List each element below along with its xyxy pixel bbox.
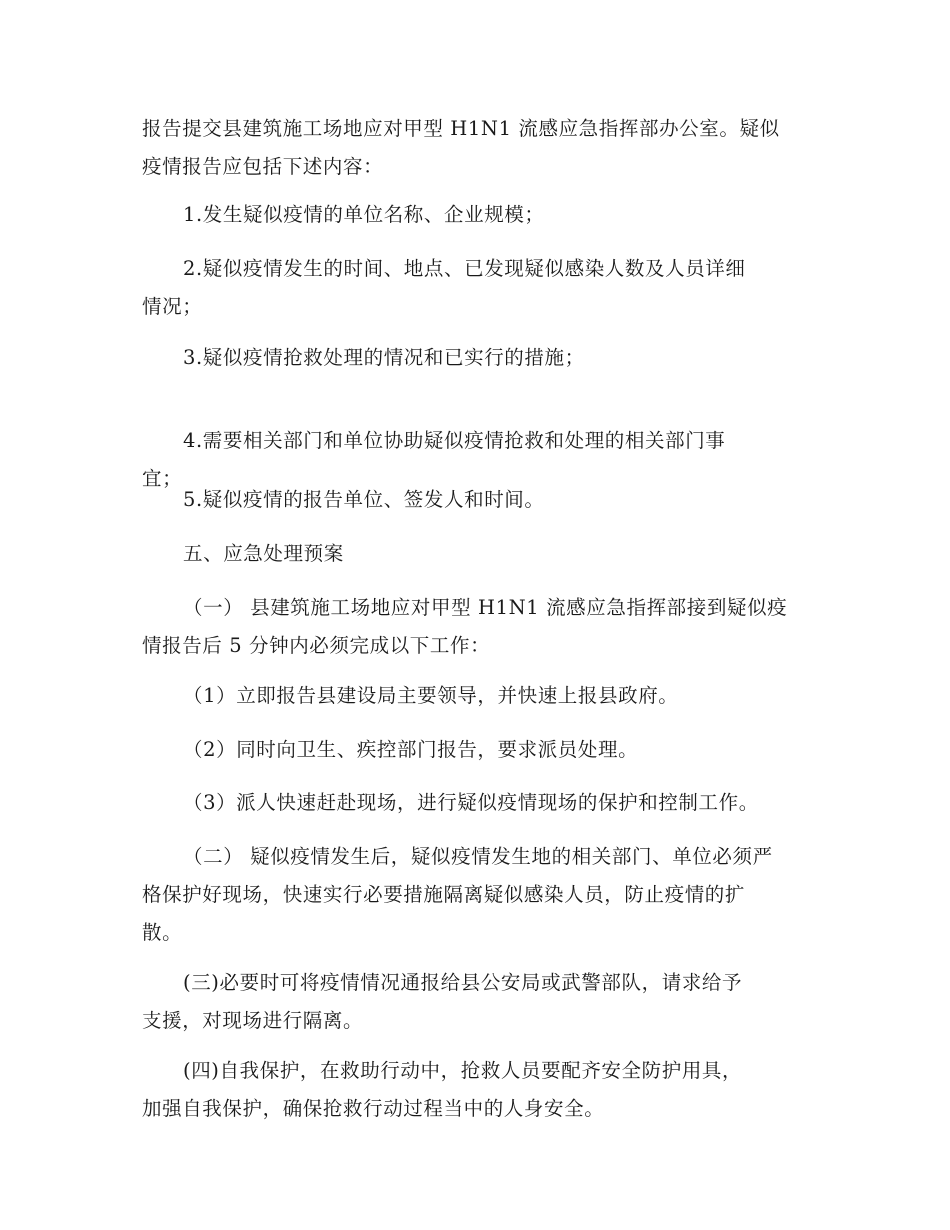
text-line: （1）立即报告县建设局主要领导，并快速上报县政府。 bbox=[183, 684, 679, 707]
list-item-3 bbox=[142, 339, 812, 377]
paragraph-section-two bbox=[142, 838, 812, 952]
text-line: 报告提交县建筑施工场地应对甲型 H1N1 流感应急指挥部办公室。疑似 bbox=[142, 117, 780, 140]
list-item-1 bbox=[142, 196, 812, 234]
text-line: (三)必要时可将疫情情况通报给县公安局或武警部队，请求给予 bbox=[183, 971, 743, 994]
text-line: 散。 bbox=[142, 921, 183, 944]
text-line: 支援，对现场进行隔离。 bbox=[142, 1009, 364, 1032]
text-line: （二） 疑似疫情发生后，疑似疫情发生地的相关部门、单位必须严 bbox=[183, 845, 773, 868]
text-line: 宜； bbox=[142, 467, 183, 490]
paragraph-section-one bbox=[142, 589, 812, 665]
paragraph-section-three bbox=[142, 964, 812, 1040]
section-heading-emergency-plan bbox=[142, 535, 812, 573]
list-item-2 bbox=[142, 250, 812, 326]
text-line: 加强自我保护，确保抢救行动过程当中的人身安全。 bbox=[142, 1097, 605, 1120]
text-line: 3.疑似疫情抢救处理的情况和已实行的措施； bbox=[183, 346, 585, 369]
text-line: 疫情报告应包括下述内容： bbox=[142, 155, 384, 178]
text-line: 情报告后 5 分钟内必须完成以下工作： bbox=[142, 634, 491, 657]
paragraph-report-submission bbox=[142, 110, 812, 186]
text-line: 情况； bbox=[142, 295, 203, 318]
sub-item-2 bbox=[142, 731, 812, 769]
text-line: 五、应急处理预案 bbox=[183, 542, 344, 565]
paragraph-section-four bbox=[142, 1052, 812, 1128]
sub-item-1 bbox=[142, 677, 812, 715]
text-line: 5.疑似疫情的报告单位、签发人和时间。 bbox=[183, 488, 545, 511]
sub-item-3 bbox=[142, 784, 812, 822]
text-line: （2）同时向卫生、疾控部门报告，要求派员处理。 bbox=[183, 738, 639, 761]
text-line: （3）派人快速赶赴现场，进行疑似疫情现场的保护和控制工作。 bbox=[183, 791, 759, 814]
text-line: （一） 县建筑施工场地应对甲型 H1N1 流感应急指挥部接到疑似疫 bbox=[183, 596, 788, 619]
list-item-5 bbox=[142, 481, 812, 519]
text-line: 1.发生疑似疫情的单位名称、企业规模； bbox=[183, 203, 545, 226]
text-line: 4.需要相关部门和单位协助疑似疫情抢救和处理的相关部门事 bbox=[183, 429, 726, 452]
text-line: (四)自我保护，在救助行动中，抢救人员要配齐安全防护用具， bbox=[183, 1059, 743, 1082]
text-line: 2.疑似疫情发生的时间、地点、已发现疑似感染人数及人员详细 bbox=[183, 257, 746, 280]
text-line: 格保护好现场，快速实行必要措施隔离疑似感染人员，防止疫情的扩 bbox=[142, 883, 746, 906]
